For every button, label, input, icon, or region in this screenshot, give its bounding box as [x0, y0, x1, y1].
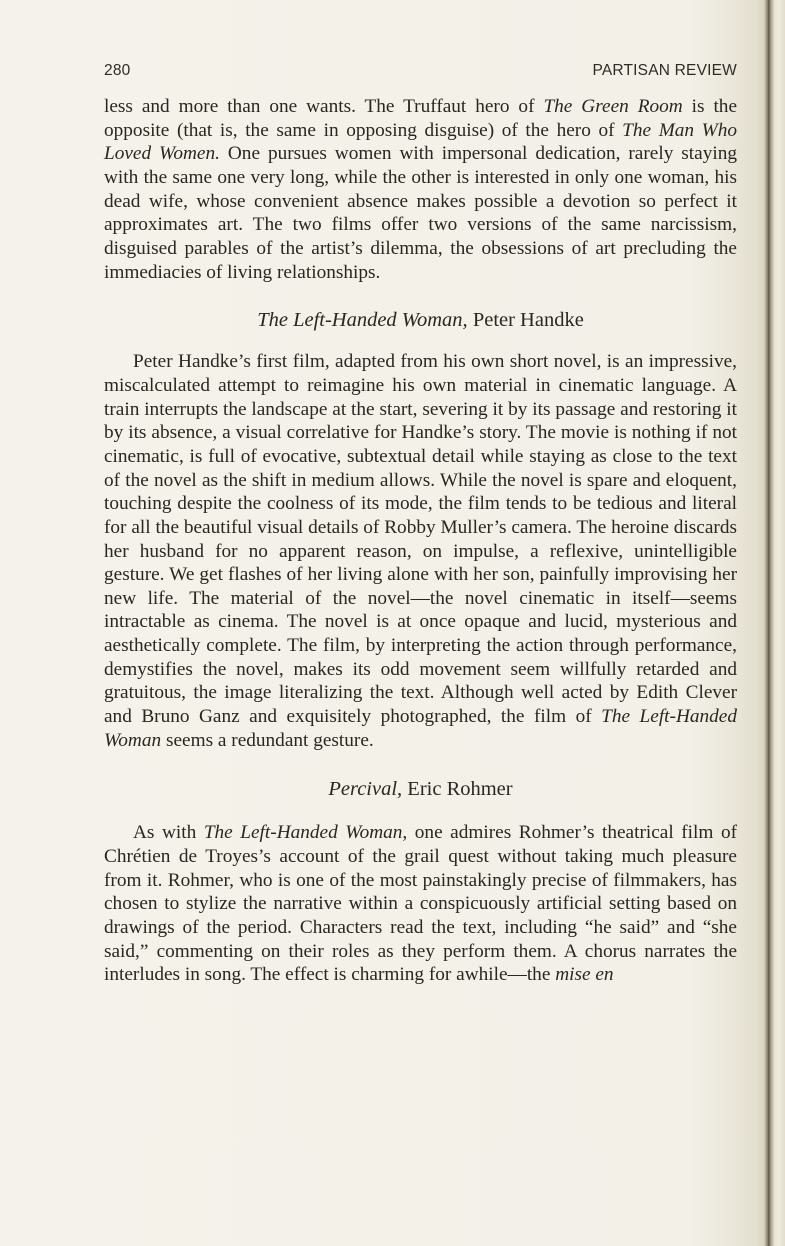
section-film-title: The Left-Handed Woman, [257, 309, 468, 332]
text-segment: Peter Handke’s first film, adapted from his own short novel, is an impressive, miscalculated attempt to reimagine his own material in cinematic language. A train interrupts the landscape at the start, severing it by its passage and restoring it by its absence, a visual correlative for Handke’s story. The movie is nothing if not cinematic, is full of evocative, subtextual detail while staying as close to the text of the novel as the shift in medium allows. While the novel is spare and eloquent, touching despite the coolness of its mode, the film tends to be tedious and literal for all the beautiful visual details of Robby Muller’s camera. The heroine discards her husband for no apparent reason, on impulse, a reflexive, unintelligible gesture. We get flashes of her living alone with her son, painfully improvising her new life. The material of the novel—the novel cinematic in itself—seems intractable as cinema. The novel is at once opaque and lucid, mysterious and aesthetically complete. The film, by interpreting the action through performance, demystifies the novel, makes its odd movement seem willfully retarded and gratuitous, the image literalizing the text. Although well acted by Edith Clever and Bruno Ganz and exquisitely photographed, the film of [104, 351, 737, 728]
continuation-paragraph [104, 95, 737, 284]
binding-gutter [755, 0, 785, 1246]
text-segment: As with [133, 822, 204, 844]
running-head [104, 62, 737, 84]
film-title-man-who-loved-women: The Man Who Loved Women. [104, 119, 737, 165]
section-director: Eric Rohmer [402, 778, 513, 801]
section-heading-left-handed-woman [104, 307, 737, 333]
section-director: Peter Handke [467, 309, 584, 332]
film-title-left-handed-woman: The Left-Handed Woman [104, 706, 737, 751]
text-segment: seems a redundant gesture. [161, 729, 374, 751]
percival-paragraph [104, 821, 737, 987]
section-film-title: Percival, [328, 778, 403, 801]
italic-phrase-mise-en: mise en [555, 964, 614, 986]
text-segment: less and more than one wants. The Truffaut hero of [104, 96, 544, 117]
journal-title: PARTISAN REVIEW [592, 62, 737, 79]
section-heading-percival [104, 776, 737, 802]
left-handed-woman-paragraph [104, 350, 737, 752]
page-number: 280 [104, 62, 131, 79]
film-title-green-room: The Green Room [543, 96, 683, 117]
film-title-left-handed-woman: The Left-Handed Woman, [203, 822, 408, 844]
text-segment: One pursues women with impersonal dedication, rarely staying with the same one very long, while the other is interested in only one woman, his dead wife, whose convenient absence makes possible a devotion so perfect it approximates art. The two films offer two versions of the same narcissism, disguised parables of the artist’s dilemma, the obsessions of art precluding the immediacies of living relationships. [104, 143, 737, 283]
text-segment: is the opposite (that is, the same in opposing disguise) of the hero of [104, 96, 738, 141]
article-body [104, 95, 737, 987]
text-segment: one admires Rohmer’s theatrical film of Chrétien de Troyes’s account of the grail quest without taking much pleasure from it. Rohmer, who is one of the most painstakingly precise of filmmakers, has chosen to stylize the narrative within a conspicuously artificial setting based on drawings of the period. Characters read the text, including “he said” and “she said,” commenting on their roles as they perform them. A chorus narrates the interludes in song. The effect is charming for awhile—the [104, 822, 738, 986]
